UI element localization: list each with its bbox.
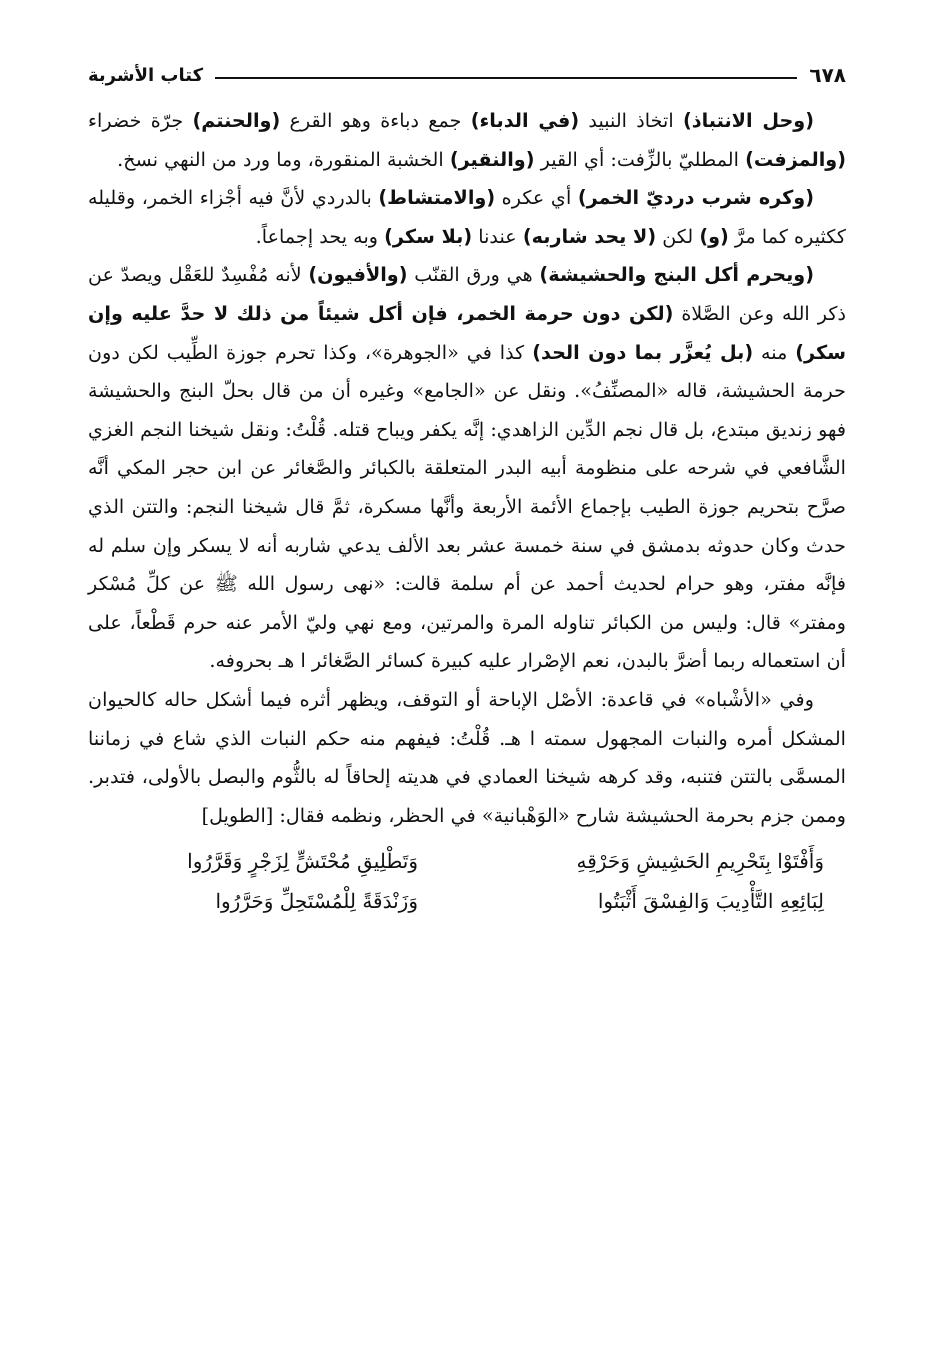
bold-matn-text: (والحنتم) [192, 109, 281, 132]
commentary-text: أي عكره [495, 186, 578, 210]
bold-matn-text: (لكن دون حرمة الخمر، فإن أكل شيئاً من ذلك لا حدَّ عليه وإن سكر) [88, 301, 846, 364]
bold-matn-text: (ويحرم أكل البنج والحشيشة) [539, 263, 814, 287]
commentary-text: عندنا [472, 224, 523, 248]
commentary-text: وبه يحد إجماعاً. [255, 224, 385, 248]
bold-matn-text: (لا يحد شاربه) [522, 224, 657, 248]
bold-matn-text: (بلا سكر) [384, 224, 473, 248]
poem-hemistich-second: وَتَطْلِيقِ مُحْتَشٍّ لِزَجْرٍ وَقَرَّرُوا [187, 849, 418, 874]
poem-couplet [88, 841, 846, 881]
paragraph [88, 681, 846, 835]
commentary-text: منه [753, 340, 796, 364]
bold-matn-text: (بل يُعزَّر بما دون الحد) [532, 340, 754, 364]
commentary-text: لكن [656, 224, 700, 248]
commentary-text: الخشبة المنقورة، وما ورد من النهي نسخ. [117, 147, 450, 171]
poem-hemistich-first: لِبَائِعِهِ التَّأْدِيبَ وَالفِسْقَ أَثْبَتُوا [597, 889, 824, 914]
bold-matn-text: (وكره شرب درديّ الخمر) [577, 186, 814, 210]
commentary-text: اتخاذ النبيد [579, 109, 683, 132]
poem-hemistich-second: وَزَنْدَقَةً لِلْمُسْتَحِلِّ وَحَرَّرُوا [215, 889, 418, 914]
paragraph [88, 102, 846, 179]
bold-matn-text: (في الدباء) [470, 109, 580, 132]
bold-matn-text: (والامتشاط) [378, 186, 496, 210]
bold-matn-text: (و) [699, 224, 729, 248]
paragraph [88, 256, 846, 681]
paragraph [88, 179, 846, 256]
page-number: ٦٧٨ [809, 63, 846, 87]
poem [88, 841, 846, 921]
running-header [88, 58, 846, 92]
commentary-text: جمع دباءة وهو القرع [280, 109, 471, 132]
bold-matn-text: (وحل الانتباذ) [682, 109, 815, 132]
commentary-text: لأنه مُفْسِدٌ للعَقْل ويصدّ عن ذكر الله وعن الصَّلاة [88, 263, 846, 325]
commentary-text: جرّة خضراء [88, 109, 193, 132]
header-rule [215, 77, 797, 79]
commentary-text: كذا في «الجوهرة»، وكذا تحرم جوزة الطِّيب لكن دون حرمة الحشيشة، قاله «المصنِّفُ». ونقل عن «الجامع» وغيره أن من قال بحلّ البنج والحشيشة فهو زنديق مبتدع، بل قال نجم الدِّين الزاهدي: إنَّه يكفر ويباح قتله. قُلْتُ: ونقل شيخنا النجم الغزي الشَّافعي في شرحه على منظومة أبيه البدر المتعلقة بالكبائر والصَّغائر عن ابن حجر المكي أنَّه صرَّح بتحريم جوزة الطيب بإجماع الأئمة الأربعة وأنَّها مسكرة، ثمَّ قال شيخنا النجم: والتتن الذي حدث وكان حدوثه بدمشق في سنة خمسة عشر بعد الألف يدعي شاربه أنه لا يسكر وإن سلم له فإنَّه مفتر، وهو حرام لحديث أحمد عن أم سلمة قالت: «نهى رسول الله ﷺ عن كلِّ مُسْكر ومفتر» قال: وليس من الكبائر تناوله المرة والمرتين، ومع نهي وليّ الأمر عنه حرم قَطْعاً، على أن استعماله ربما أضرَّ بالبدن، نعم الإصْرار عليه كبيرة كسائر الصَّغائر ا هـ بحروفه. [88, 340, 846, 673]
chapter-title: كتاب الأشربة [88, 64, 204, 86]
body-text [88, 102, 846, 835]
bold-matn-text: (والنقير) [449, 147, 535, 171]
book-page [88, 58, 846, 921]
commentary-text: بالدردي لأنَّ فيه أجْزاء الخمر، وقليله ككثيره كما مرَّ [88, 186, 846, 248]
commentary-text: هي ورق القنّب [407, 263, 540, 287]
bold-matn-text: (والأفيون) [308, 263, 408, 287]
poem-couplet [88, 881, 846, 921]
commentary-text: وفي «الأشْباه» في قاعدة: الأصْل الإباحة أو التوقف، ويظهر أثره فيما أشكل حاله كالحيوان المشكل أمره والنبات المجهول سمته ا هـ. قُلْتُ: فيفهم منه حكم النبات الذي شاع في زماننا المسمَّى بالتتن فتنبه، وقد كرهه شيخنا العمادي في هديته إلحاقاً له بالثُّوم والبصل بالأولى، فتدبر. وممن جزم بحرمة الحشيشة شارح «الوَهْبانية» في الحظر، ونظمه فقال: [الطويل] [88, 687, 846, 827]
commentary-text: المطليّ بالزِّفت: أي القير [534, 147, 746, 171]
poem-hemistich-first: وَأَفْتَوْا بِتَحْرِيمِ الحَشِيشِ وَحَرْقِهِ [576, 849, 824, 874]
bold-matn-text: (والمزفت) [745, 147, 846, 171]
